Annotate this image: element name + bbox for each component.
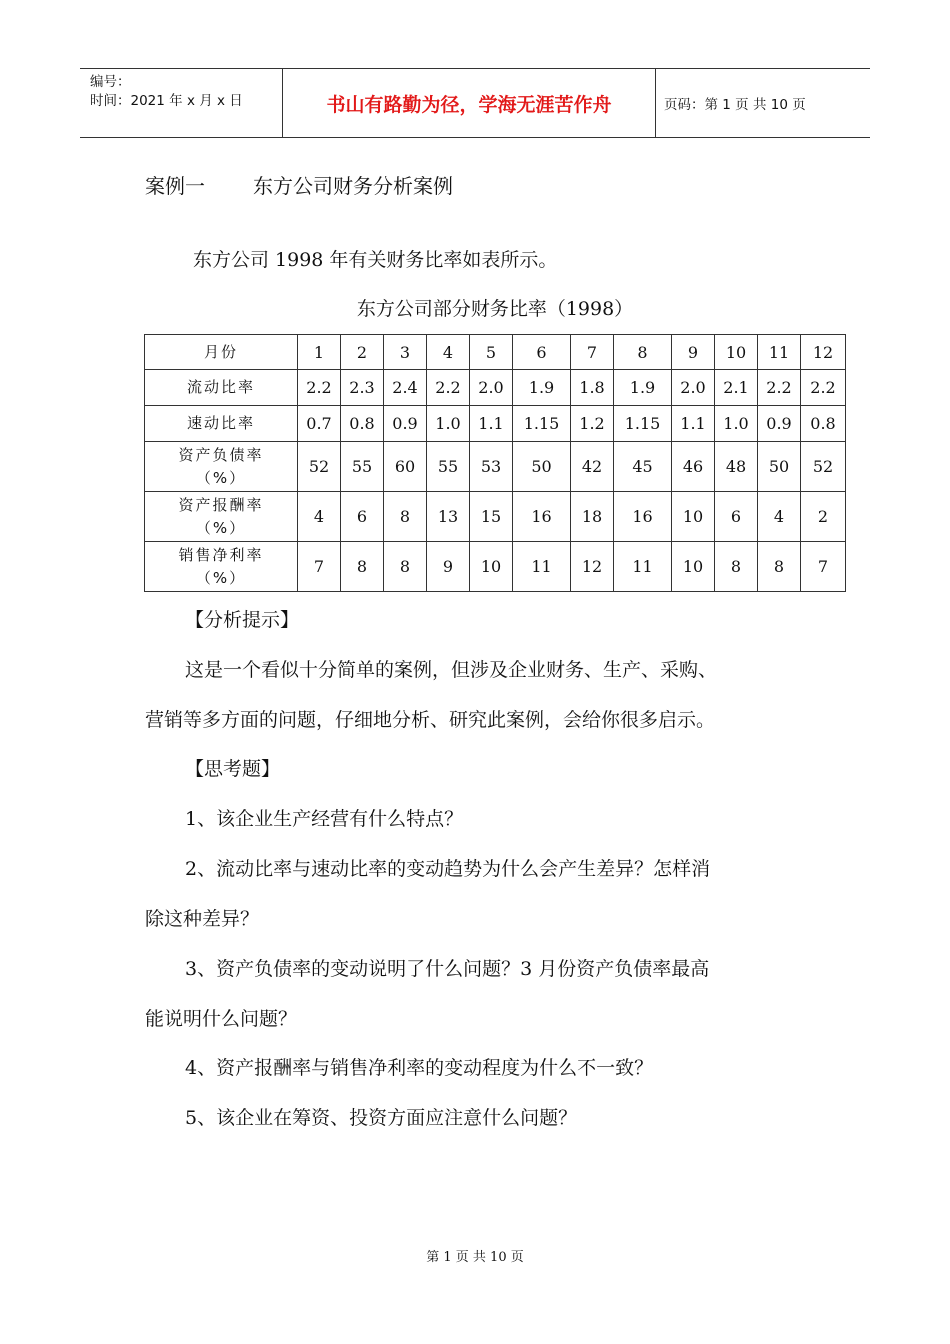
month-cell: 9 (672, 335, 715, 370)
value-cell: 2.1 (715, 370, 758, 406)
row-label (145, 492, 298, 542)
ratio-row (145, 442, 846, 492)
ratio-row (145, 492, 846, 542)
ratio-table (144, 334, 846, 592)
row-label (145, 542, 298, 592)
month-cell: 4 (427, 335, 470, 370)
month-cell: 8 (614, 335, 672, 370)
header-meta (80, 69, 282, 137)
value-cell: 2.2 (758, 370, 801, 406)
row-label (145, 442, 298, 492)
month-cell: 7 (571, 335, 614, 370)
value-cell: 15 (470, 492, 513, 542)
page-info-text: 页码：第 1 页 共 10 页 (664, 97, 806, 113)
number-label: 编号： (90, 74, 131, 90)
value-cell: 0.7 (298, 406, 341, 442)
question-5: 5、该企业在筹资、投资方面应注意什么问题？ (185, 1107, 578, 1129)
value-cell: 10 (672, 492, 715, 542)
value-cell: 16 (614, 492, 672, 542)
header-page-info (656, 69, 870, 137)
value-cell: 2.2 (801, 370, 846, 406)
value-cell: 2.0 (470, 370, 513, 406)
value-cell: 9 (427, 542, 470, 592)
value-cell: 52 (298, 442, 341, 492)
value-cell: 2.2 (298, 370, 341, 406)
value-cell: 6 (715, 492, 758, 542)
hint-heading: 【分析提示】 (185, 609, 300, 631)
row-label-line: 速动比率 (186, 414, 255, 432)
value-cell: 2 (801, 492, 846, 542)
ratio-row (145, 542, 846, 592)
value-cell: 8 (384, 542, 427, 592)
ratio-row (145, 370, 846, 406)
month-cell: 6 (513, 335, 571, 370)
case-number: 案例一 (145, 174, 205, 198)
value-cell: 6 (341, 492, 384, 542)
page-footer: 第 1 页 共 10 页 (426, 1250, 524, 1265)
month-cell: 1 (298, 335, 341, 370)
value-cell: 46 (672, 442, 715, 492)
value-cell: 55 (427, 442, 470, 492)
time-label: 时间：2021 年 x 月 x 日 (90, 93, 243, 109)
ratio-table-body (145, 335, 846, 592)
month-cell: 5 (470, 335, 513, 370)
hint-text-line-2: 营销等多方面的问题，仔细地分析、研究此案例，会给你很多启示。 (145, 709, 716, 731)
case-title (145, 170, 501, 199)
value-cell: 1.15 (513, 406, 571, 442)
value-cell: 2.4 (384, 370, 427, 406)
motto-text: 书山有路勤为径，学海无涯苦作舟 (326, 93, 612, 116)
value-cell: 13 (427, 492, 470, 542)
question-3-line-2: 能说明什么问题？ (145, 1008, 298, 1030)
value-cell: 0.8 (341, 406, 384, 442)
value-cell: 45 (614, 442, 672, 492)
value-cell: 50 (758, 442, 801, 492)
value-cell: 10 (470, 542, 513, 592)
month-cell: 3 (384, 335, 427, 370)
value-cell: 1.8 (571, 370, 614, 406)
month-cell: 2 (341, 335, 384, 370)
value-cell: 16 (513, 492, 571, 542)
value-cell: 1.15 (614, 406, 672, 442)
ratio-row (145, 406, 846, 442)
row-label-line: （%） (195, 468, 247, 487)
row-label-line: （%） (195, 568, 247, 587)
value-cell: 0.9 (384, 406, 427, 442)
value-cell: 4 (758, 492, 801, 542)
value-cell: 55 (341, 442, 384, 492)
row-label-line: （%） (195, 518, 247, 537)
months-label: 月份 (145, 335, 298, 370)
value-cell: 8 (341, 542, 384, 592)
value-cell: 2.2 (427, 370, 470, 406)
value-cell: 1.9 (614, 370, 672, 406)
value-cell: 8 (715, 542, 758, 592)
value-cell: 1.2 (571, 406, 614, 442)
value-cell: 50 (513, 442, 571, 492)
question-2-line-2: 除这种差异？ (145, 908, 260, 930)
case-name: 东方公司财务分析案例 (253, 174, 453, 198)
hint-text-line-1: 这是一个看似十分简单的案例，但涉及企业财务、生产、采购、 (185, 659, 718, 681)
month-cell: 12 (801, 335, 846, 370)
value-cell: 2.0 (672, 370, 715, 406)
value-cell: 53 (470, 442, 513, 492)
value-cell: 48 (715, 442, 758, 492)
row-label (145, 370, 298, 406)
value-cell: 0.8 (801, 406, 846, 442)
value-cell: 1.1 (672, 406, 715, 442)
row-label-line: 资产报酬率 (178, 495, 264, 514)
value-cell: 1.9 (513, 370, 571, 406)
value-cell: 12 (571, 542, 614, 592)
header-row (145, 335, 846, 370)
row-label-line: 资产负债率 (178, 445, 264, 464)
value-cell: 7 (298, 542, 341, 592)
value-cell: 42 (571, 442, 614, 492)
question-4: 4、资产报酬率与销售净利率的变动程度为什么不一致？ (185, 1057, 654, 1079)
value-cell: 10 (672, 542, 715, 592)
value-cell: 4 (298, 492, 341, 542)
value-cell: 2.3 (341, 370, 384, 406)
value-cell: 8 (384, 492, 427, 542)
value-cell: 60 (384, 442, 427, 492)
question-2-line-1: 2、流动比率与速动比率的变动趋势为什么会产生差异？怎样消 (185, 858, 711, 880)
question-3-line-1: 3、资产负债率的变动说明了什么问题？3 月份资产负债率最高 (185, 958, 710, 980)
row-label (145, 406, 298, 442)
value-cell: 0.9 (758, 406, 801, 442)
intro-text: 东方公司 1998 年有关财务比率如表所示。 (193, 249, 558, 271)
value-cell: 11 (513, 542, 571, 592)
value-cell: 1.0 (427, 406, 470, 442)
month-cell: 11 (758, 335, 801, 370)
month-cell: 10 (715, 335, 758, 370)
value-cell: 18 (571, 492, 614, 542)
table-caption: 东方公司部分财务比率（1998） (356, 298, 634, 320)
value-cell: 7 (801, 542, 846, 592)
questions-heading: 【思考题】 (185, 758, 281, 780)
question-1: 1、该企业生产经营有什么特点？ (185, 808, 464, 830)
value-cell: 52 (801, 442, 846, 492)
value-cell: 1.1 (470, 406, 513, 442)
page-header (80, 68, 870, 138)
header-motto (282, 69, 656, 137)
value-cell: 11 (614, 542, 672, 592)
row-label-line: 销售净利率 (178, 545, 264, 564)
value-cell: 1.0 (715, 406, 758, 442)
value-cell: 8 (758, 542, 801, 592)
row-label-line: 流动比率 (186, 378, 255, 396)
